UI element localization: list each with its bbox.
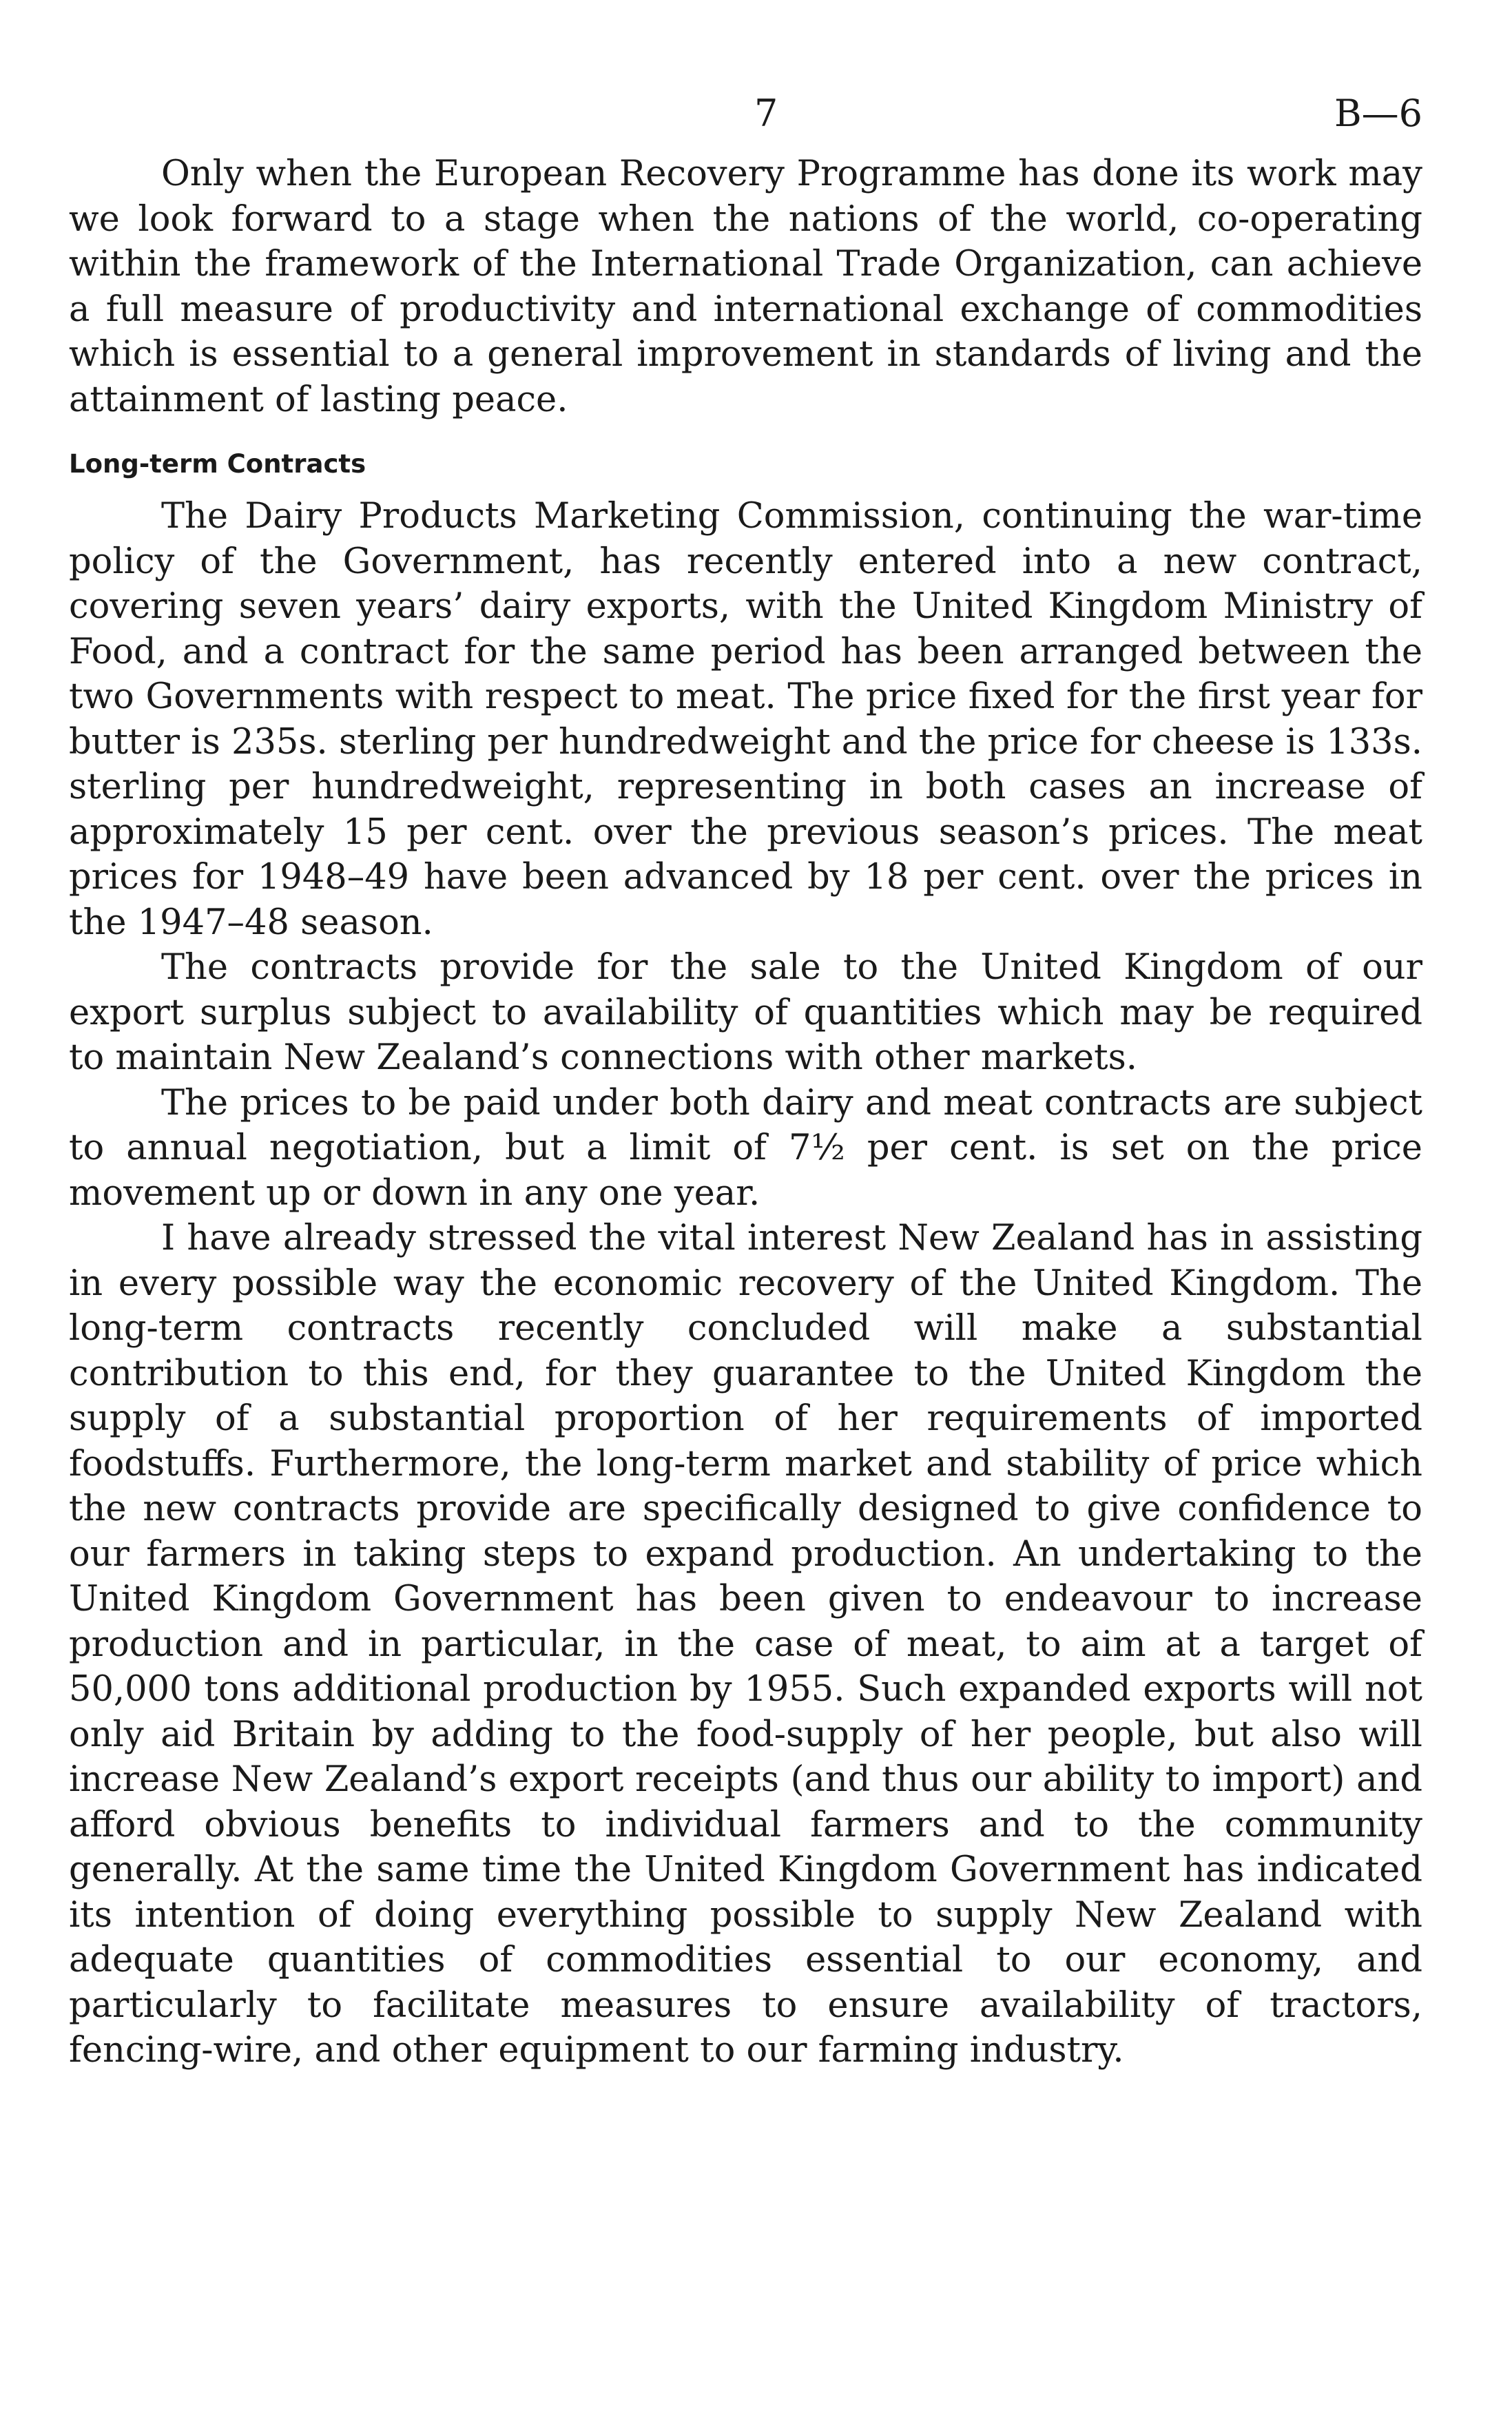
section-heading: Long-term Contracts	[69, 449, 366, 479]
page-number: 7	[754, 92, 778, 135]
price-limit-paragraph: The prices to be paid under both dairy and meat contracts are subject to annual negotiation, but a limit of 7½ per cent. is set on the price movement up or down in any one year.	[69, 1082, 1422, 1214]
running-header	[69, 90, 1422, 152]
intro-paragraph: Only when the European Recovery Programme has done its work may we look forward to a stage when the nations of the world, co-operating within the framework of the International Trade Organization, can achieve a full measure of productivity and international exchange of commodities which is essential to a general improvement in standards of living and the attainment of lasting peace.	[69, 154, 1422, 420]
series-code: B—6	[1334, 92, 1422, 135]
surplus-paragraph: The contracts provide for the sale to the United Kingdom of our export surplus subject to availability of quantities which may be required to maintain New Zealand’s connections with other markets.	[69, 947, 1422, 1078]
document-page	[69, 90, 1422, 2073]
contracts-paragraph: The Dairy Products Marketing Commission, continuing the war-time policy of the Government, has recently entered into a new contract, covering seven years’ dairy exports, with the United Kingdom Ministry of Food, and a contract for the same period has been arranged between the two Governments with respect to meat. The price fixed for the first year for butter is 235s. sterling per hundredweight and the price for cheese is 133s. sterling per hundredweight, representing in both cases an increase of approximately 15 per cent. over the previous season’s prices. The meat prices for 1948–49 have been advanced by 18 per cent. over the prices in the 1947–48 season.	[69, 496, 1422, 943]
recovery-paragraph: I have already stressed the vital interest New Zealand has in assisting in every possible way the economic recovery of the United Kingdom. The long-term contracts recently concluded will make a substantial contribution to this end, for they guarantee to the United Kingdom the supply of a substantial proportion of her requirements of imported foodstuffs. Furthermore, the long-term market and stability of price which the new contracts provide are specifically designed to give confidence to our farmers in taking steps to expand production. An undertaking to the United Kingdom Government has been given to endeavour to increase production and in particular, in the case of meat, to aim at a target of 50,000 tons additional production by 1955. Such expanded exports will not only aid Britain by adding to the food-supply of her people, but also will increase New Zealand’s export receipts (and thus our ability to import) and afford obvious benefits to individual farmers and to the community generally. At the same time the United Kingdom Government has indicated its intention of doing everything possible to supply New Zealand with adequate quantities of commodities essential to our economy, and particularly to facilitate measures to ensure availability of tractors, fencing-wire, and other equipment to our farming industry.	[69, 1218, 1422, 2071]
